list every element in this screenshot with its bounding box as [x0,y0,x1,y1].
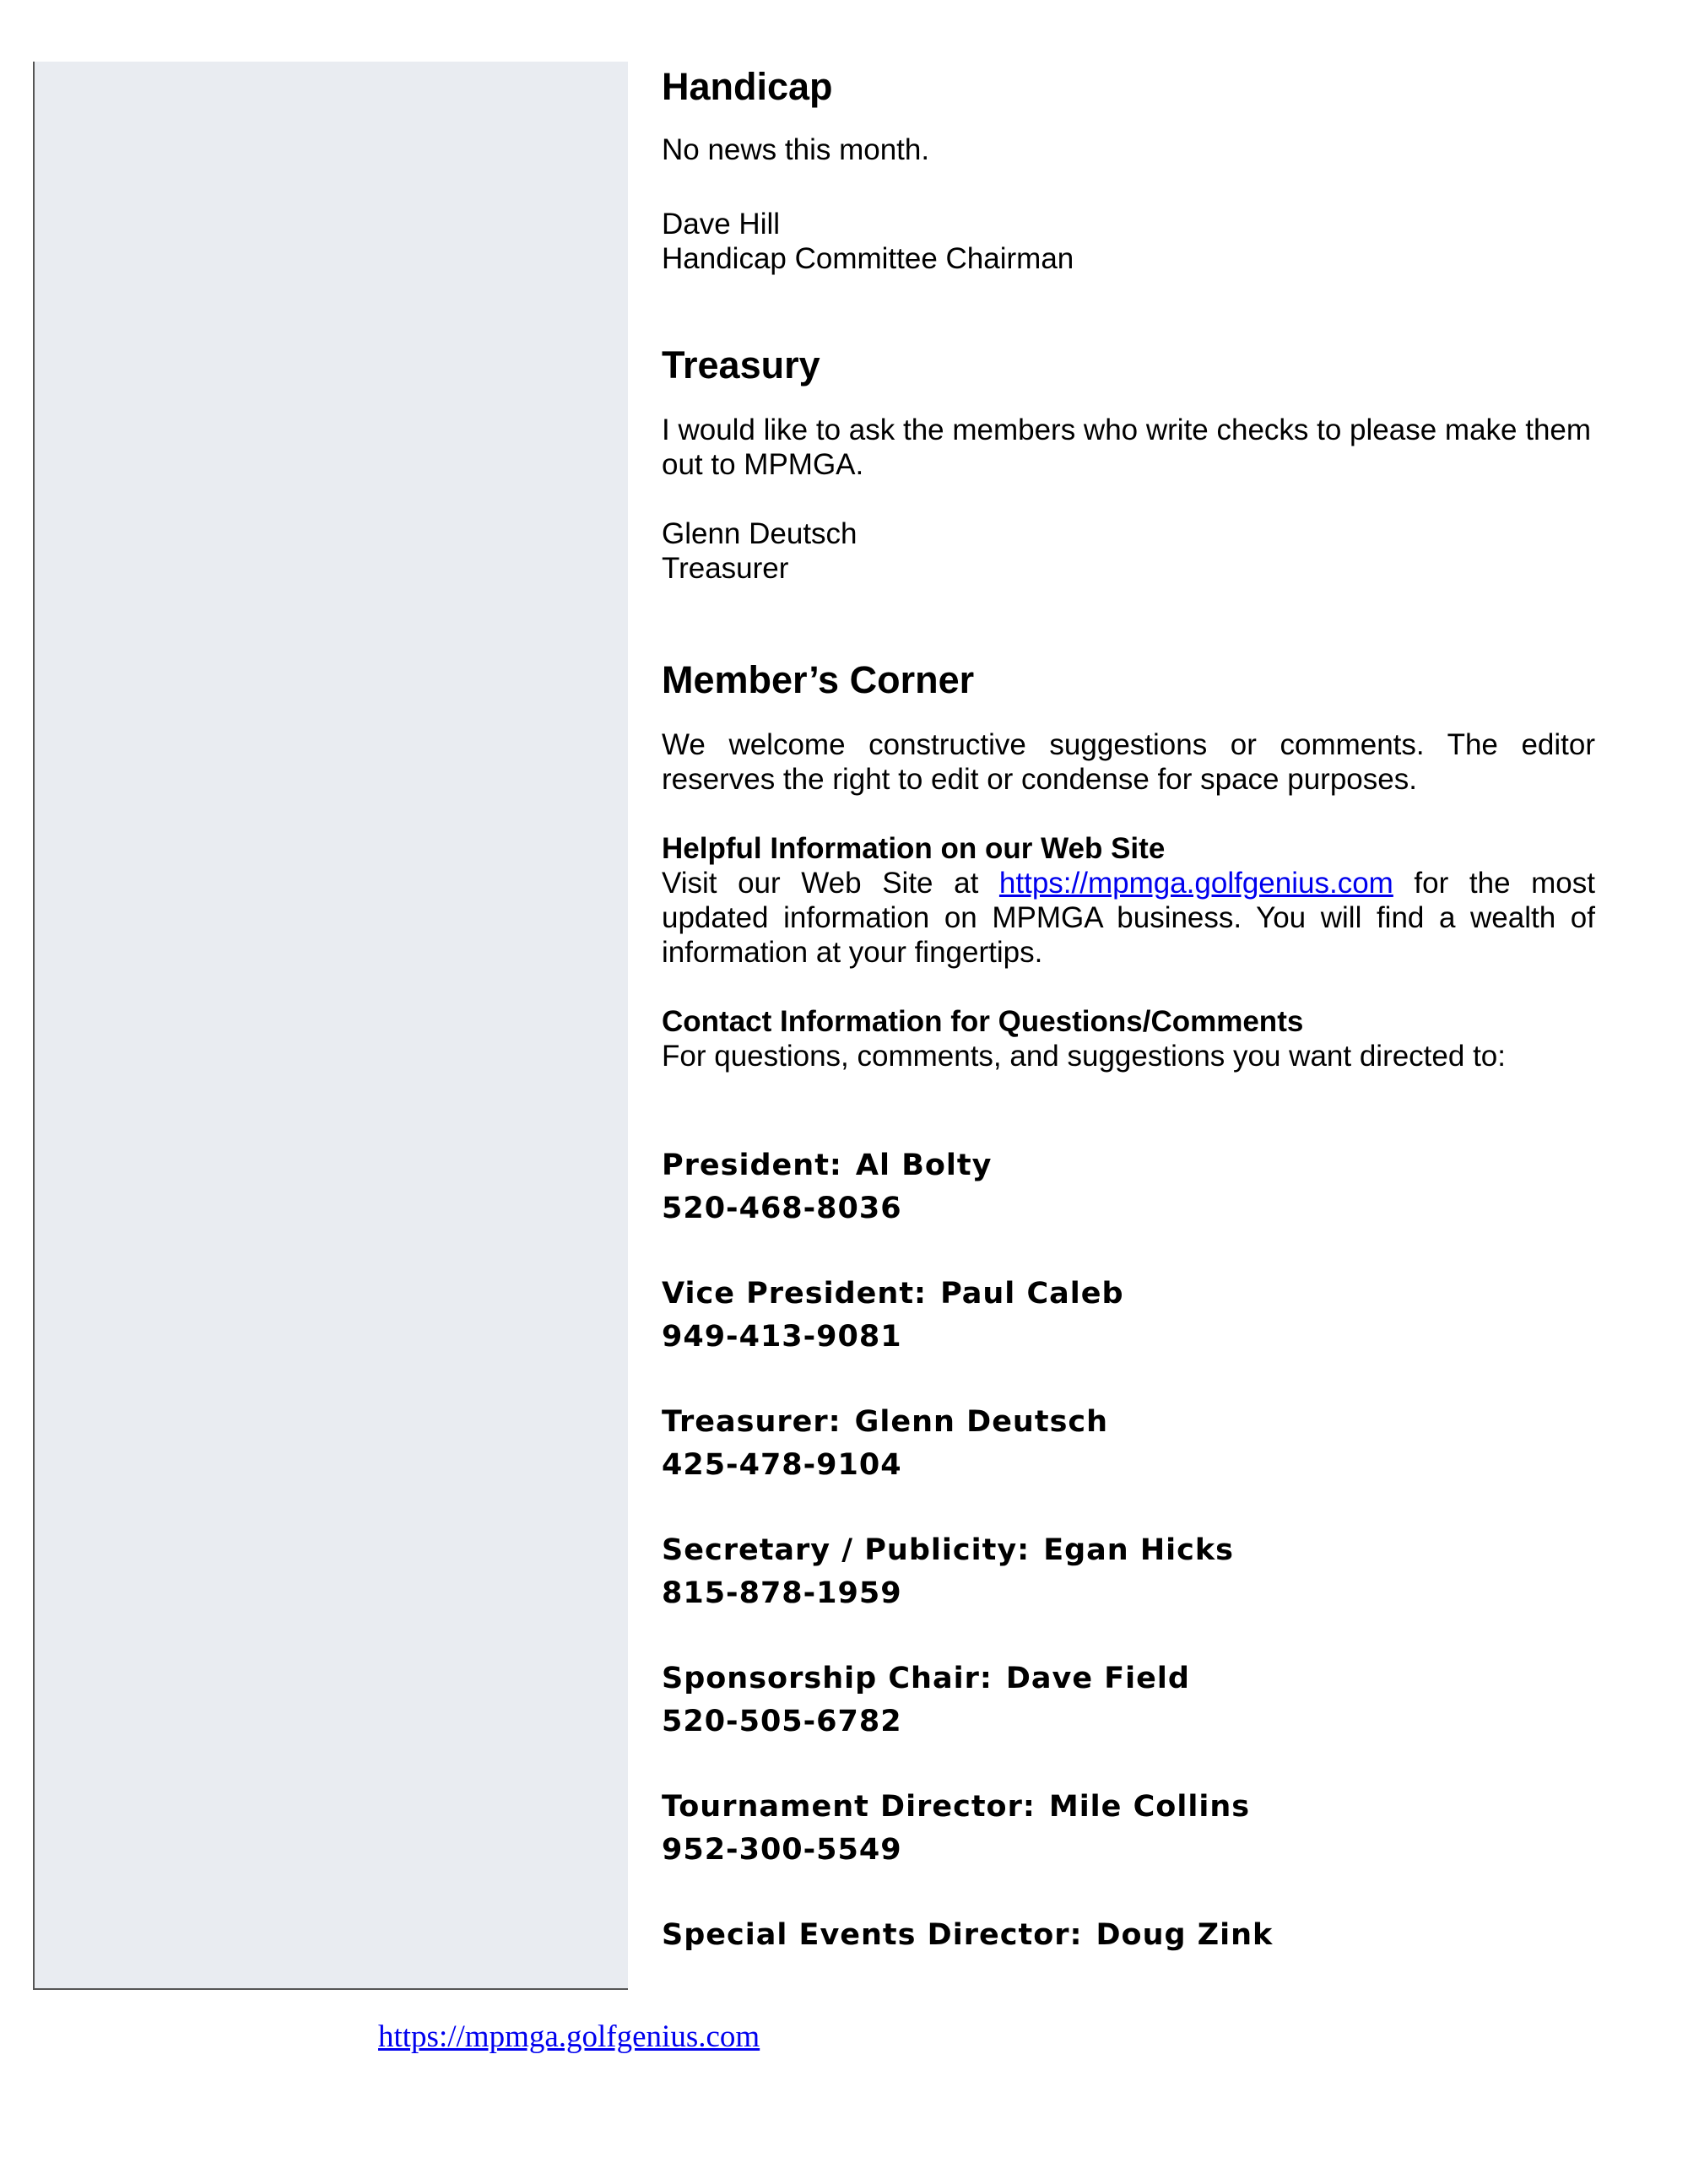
members-corner-heading: Member’s Corner [662,658,975,701]
contact-name: Mile Collins [1048,1790,1251,1824]
contact-name: Doug Zink [1096,1918,1274,1952]
contact-role: Secretary / Publicity: [662,1533,1031,1567]
contact-role: Sponsorship Chair: [662,1662,993,1695]
web-site-text-after: for the most updated information on MPMGA business. You will find a wealth of information at your fingertips. [662,867,1595,969]
contact-name: Glenn Deutsch [854,1405,1109,1439]
contact-role: President: [662,1149,842,1182]
footer-website-link[interactable]: https://mpmga.golfgenius.com [378,2019,760,2054]
contact-entry [662,1401,1595,1487]
handicap-heading: Handicap [662,65,833,108]
contact-role: Tournament Director: [662,1790,1036,1824]
handicap-signer-name: Dave Hill [662,208,781,241]
treasury-signer-name: Glenn Deutsch [662,517,858,550]
handicap-signer-title: Handicap Committee Chairman [662,242,1074,275]
treasury-signer-title: Treasurer [662,552,789,585]
contact-role-line [662,1914,1595,1957]
contact-role-line [662,1657,1595,1700]
contact-role: Special Events Director: [662,1918,1083,1952]
contact-name: Dave Field [1005,1662,1190,1695]
contact-entry [662,1914,1595,1957]
contact-role-line [662,1273,1595,1316]
web-site-paragraph [662,866,1595,970]
treasury-body: I would like to ask the members who write checks to please make them out to MPMGA. [662,414,1592,481]
contact-entry [662,1657,1595,1743]
contact-info-text: For questions, comments, and suggestions you want directed to: [662,1040,1506,1073]
web-site-subheading: Helpful Information on our Web Site [662,832,1166,865]
contact-phone: 949-413-9081 [662,1320,902,1354]
contact-info-subheading: Contact Information for Questions/Comments [662,1005,1304,1038]
contact-entry [662,1144,1595,1230]
contact-role-line [662,1144,1595,1187]
contact-name: Paul Caleb [940,1277,1124,1311]
handicap-body: No news this month. [662,133,930,166]
contact-phone: 425-478-9104 [662,1448,902,1482]
contact-name: Egan Hicks [1043,1533,1235,1567]
contact-role-line [662,1401,1595,1444]
contact-role-line [662,1529,1595,1572]
contact-role: Treasurer: [662,1405,841,1439]
main-content [662,62,1595,1957]
contact-role: Vice President: [662,1277,928,1311]
treasury-heading: Treasury [662,343,820,387]
web-site-link[interactable]: https://mpmga.golfgenius.com [998,867,1393,900]
contact-phone: 952-300-5549 [662,1833,902,1867]
contact-phone: 520-468-8036 [662,1192,902,1225]
contact-phone: 815-878-1959 [662,1576,902,1610]
treasury-section [662,340,1595,586]
contacts-list [662,1144,1595,1957]
contact-phone: 520-505-6782 [662,1705,902,1738]
contact-role-line [662,1786,1595,1829]
web-site-text-before: Visit our Web Site at [662,867,999,900]
members-corner-intro: We welcome constructive suggestions or comments. The editor reserves the right to edit or condense for space purposes. [662,728,1595,796]
contact-entry [662,1273,1595,1359]
handicap-section [662,62,1595,276]
contact-entry [662,1529,1595,1615]
members-corner-section [662,655,1595,1073]
contact-entry [662,1786,1595,1872]
sidebar-panel [33,62,628,1990]
contact-name: Al Bolty [855,1149,993,1182]
